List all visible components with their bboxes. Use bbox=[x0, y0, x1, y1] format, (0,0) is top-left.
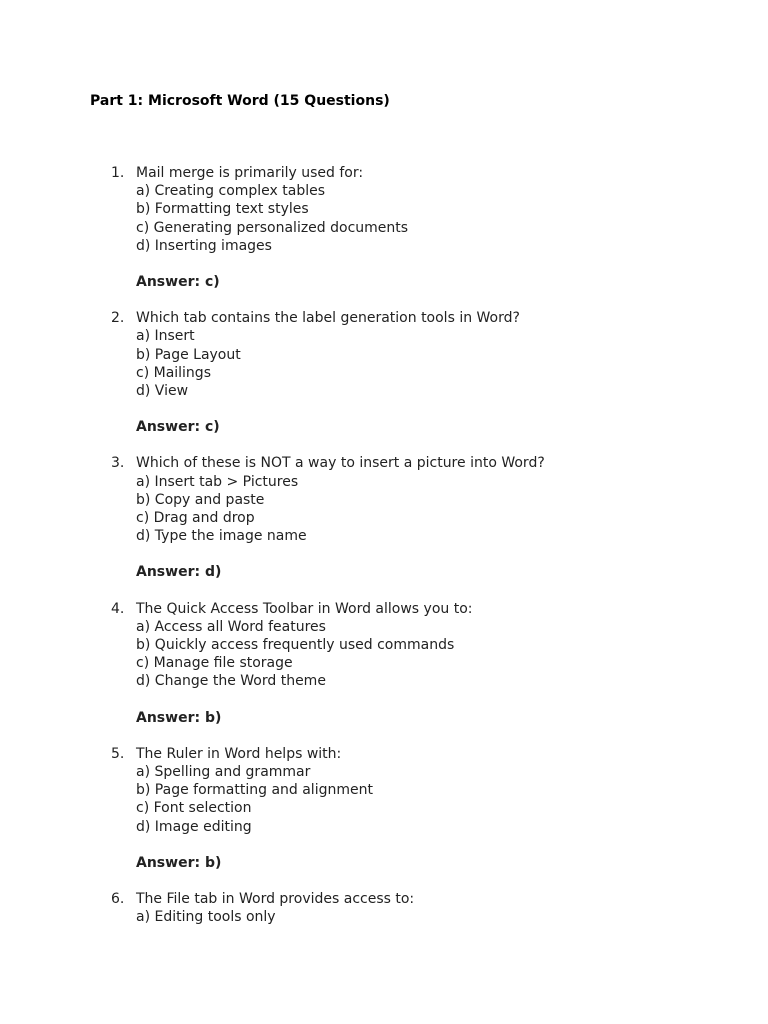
question-text: The File tab in Word provides access to: bbox=[136, 891, 415, 908]
option-a: a) Insert tab > Pictures bbox=[136, 473, 299, 490]
option-d: d) Inserting images bbox=[136, 237, 272, 254]
question-item bbox=[0, 454, 768, 581]
question-item bbox=[0, 600, 768, 727]
option-b: b) Page formatting and alignment bbox=[136, 782, 373, 799]
question-body bbox=[136, 745, 768, 872]
option-a: a) Creating complex tables bbox=[136, 183, 326, 200]
question-body bbox=[136, 164, 768, 291]
option-d: d) Change the Word theme bbox=[136, 673, 326, 690]
question-body bbox=[136, 890, 768, 926]
option-d: d) Type the image name bbox=[136, 528, 307, 545]
option-b: b) Formatting text styles bbox=[136, 201, 309, 218]
question-text: Which of these is NOT a way to insert a picture into Word? bbox=[136, 455, 545, 472]
answer-text: Answer: c) bbox=[136, 274, 220, 291]
option-a: a) Insert bbox=[136, 328, 195, 345]
question-text: Which tab contains the label generation tools in Word? bbox=[136, 310, 520, 327]
question-item bbox=[0, 309, 768, 436]
answer-text: Answer: c) bbox=[136, 419, 220, 436]
answer-text: Answer: d) bbox=[136, 564, 222, 581]
question-text: The Ruler in Word helps with: bbox=[136, 745, 342, 762]
option-b: b) Quickly access frequently used commands bbox=[136, 637, 455, 654]
option-b: b) Page Layout bbox=[136, 346, 241, 363]
question-number: 1. bbox=[111, 165, 125, 181]
answer-text: Answer: b) bbox=[136, 709, 222, 726]
option-c: c) Manage file storage bbox=[136, 655, 293, 672]
question-number: 5. bbox=[111, 745, 125, 762]
option-a: a) Spelling and grammar bbox=[136, 764, 311, 781]
option-c: c) Generating personalized documents bbox=[136, 219, 409, 236]
question-text: The Quick Access Toolbar in Word allows you to: bbox=[136, 600, 473, 617]
option-a: a) Access all Word features bbox=[136, 618, 326, 635]
question-body bbox=[136, 309, 768, 436]
option-a: a) Editing tools only bbox=[136, 909, 276, 926]
option-b: b) Copy and paste bbox=[136, 491, 265, 508]
option-c: c) Mailings bbox=[136, 364, 211, 381]
option-c: c) Drag and drop bbox=[136, 510, 255, 527]
question-body bbox=[136, 454, 768, 581]
option-d: d) Image editing bbox=[136, 818, 252, 835]
question-text: Mail merge is primarily used for: bbox=[136, 165, 364, 181]
question-number: 6. bbox=[111, 891, 125, 908]
option-c: c) Font selection bbox=[136, 800, 252, 817]
question-number: 3. bbox=[111, 455, 125, 472]
option-d: d) View bbox=[136, 383, 189, 400]
question-list bbox=[0, 164, 768, 945]
answer-text: Answer: b) bbox=[136, 854, 222, 871]
question-number: 4. bbox=[111, 600, 125, 617]
question-body bbox=[136, 600, 768, 727]
document-title: Part 1: Microsoft Word (15 Questions) bbox=[90, 93, 390, 109]
question-number: 2. bbox=[111, 310, 125, 327]
question-item bbox=[0, 890, 768, 926]
question-item bbox=[0, 164, 768, 291]
question-item bbox=[0, 745, 768, 872]
